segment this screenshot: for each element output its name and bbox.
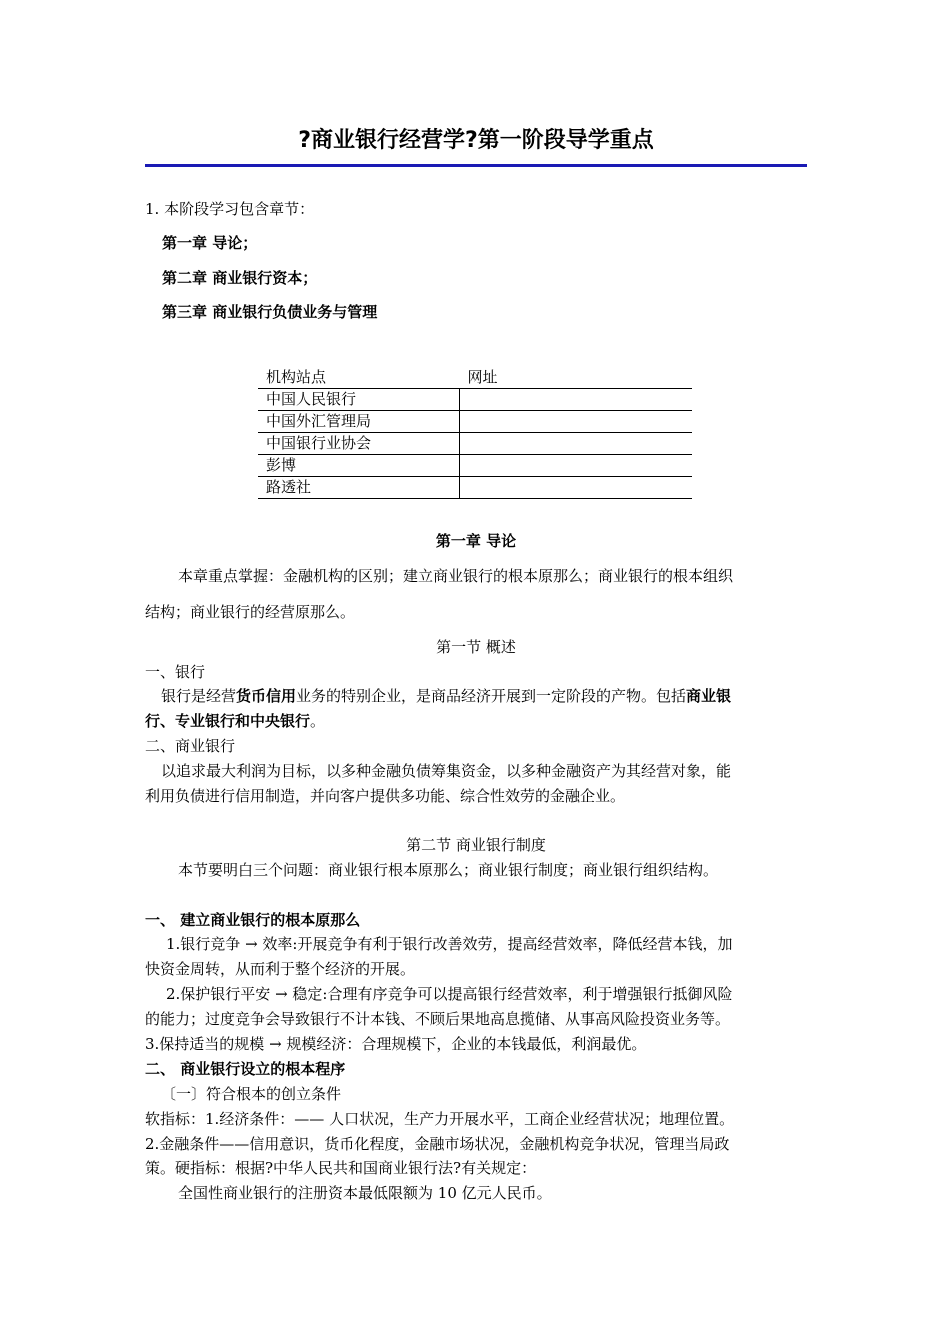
table-cell <box>460 455 693 477</box>
table-cell: 路透社 <box>258 477 460 499</box>
table-row <box>258 411 692 433</box>
table-cell: 中国人民银行 <box>258 389 460 411</box>
heading-procedure: 二、 商业银行设立的根本程序 <box>145 1060 346 1078</box>
intro-heading: 1. 本阶段学习包含章节： <box>145 200 315 218</box>
chapter-item-3: 第三章 商业银行负债业务与管理 <box>162 303 378 321</box>
key-points-line-1: 本章重点掌握：金融机构的区别；建立商业银行的根本原那么；商业银行的根本组织 <box>178 567 734 585</box>
table-row <box>258 477 692 499</box>
table-cell: 中国外汇管理局 <box>258 411 460 433</box>
heading-bank: 一、银行 <box>145 663 206 681</box>
principle-3: 3.保持适当的规模 → 规模经济：合理规模下，企业的本钱最低，利润最优。 <box>145 1035 647 1053</box>
heading-commercial-bank: 二、商业银行 <box>145 737 236 755</box>
title-underline <box>145 164 807 167</box>
section-intro: 本节要明白三个问题：商业银行根本原那么；商业银行制度；商业银行组织结构。 <box>178 861 719 879</box>
table-cell <box>460 411 693 433</box>
section-title: 第二节 商业银行制度 <box>406 836 546 854</box>
registered-capital-note: 全国性商业银行的注册资本最低限额为 10 亿元人民币。 <box>178 1184 552 1202</box>
table-row <box>258 389 692 411</box>
table-cell: 中国银行业协会 <box>258 433 460 455</box>
table-cell: 彭博 <box>258 455 460 477</box>
key-points-line-2: 结构；商业银行的经营原那么。 <box>145 603 356 621</box>
table-row <box>258 433 692 455</box>
principle-2-line-1: 2.保护银行平安 → 稳定:合理有序竞争可以提高银行经营效率，利于增强银行抵御风险 <box>166 985 733 1003</box>
table-header-cell: 网址 <box>460 367 693 389</box>
chapter-item-1: 第一章 导论； <box>162 234 258 252</box>
table-cell <box>460 433 693 455</box>
soft-indicators-line-3: 策。硬指标：根据?中华人民共和国商业银行法?有关规定： <box>145 1159 537 1177</box>
table-cell <box>460 389 693 411</box>
table-header-row <box>258 367 692 389</box>
paragraph-commercial-line-2: 利用负债进行信用制造，并向客户提供多功能、综合性效劳的金融企业。 <box>145 787 626 805</box>
table-cell <box>460 477 693 499</box>
heading-principles: 一、 建立商业银行的根本原那么 <box>145 911 361 929</box>
paragraph-bank-line-2: 行、专业银行和中央银行。 <box>145 712 326 730</box>
table-header-cell: 机构站点 <box>258 367 460 389</box>
section-title: 第一节 概述 <box>436 638 516 656</box>
chapter-item-2: 第二章 商业银行资本； <box>162 269 318 287</box>
soft-indicators-line-2: 2.金融条件——信用意识，货币化程度，金融市场状况，金融机构竞争状况，管理当局政 <box>145 1135 730 1153</box>
principle-1-line-1: 1.银行竞争 → 效率:开展竞争有利于银行改善效劳，提高经营效率，降低经营本钱，加 <box>166 935 733 953</box>
soft-indicators-line-1: 软指标：1.经济条件：—— 人口状况，生产力开展水平，工商企业经营状况；地理位置。 <box>145 1110 735 1128</box>
chapter-title: 第一章 导论 <box>435 532 517 550</box>
sites-table <box>258 367 692 499</box>
paragraph-commercial-line-1: 以追求最大利润为目标，以多种金融负债筹集资金，以多种金融资产为其经营对象，能 <box>161 762 732 780</box>
table-row <box>258 455 692 477</box>
paragraph-bank-line-1: 银行是经营货币信用业务的特别企业，是商品经济开展到一定阶段的产物。包括商业银 <box>161 687 732 705</box>
principle-1-line-2: 快资金周转，从而利于整个经济的开展。 <box>145 960 416 978</box>
principle-2-line-2: 的能力；过度竞争会导致银行不计本钱、不顾后果地高息揽储、从事高风险投资业务等。 <box>145 1010 731 1028</box>
subheading-conditions: 〔一〕符合根本的创立条件 <box>161 1085 342 1103</box>
page-title: ?商业银行经营学?第一阶段导学重点 <box>298 128 654 153</box>
